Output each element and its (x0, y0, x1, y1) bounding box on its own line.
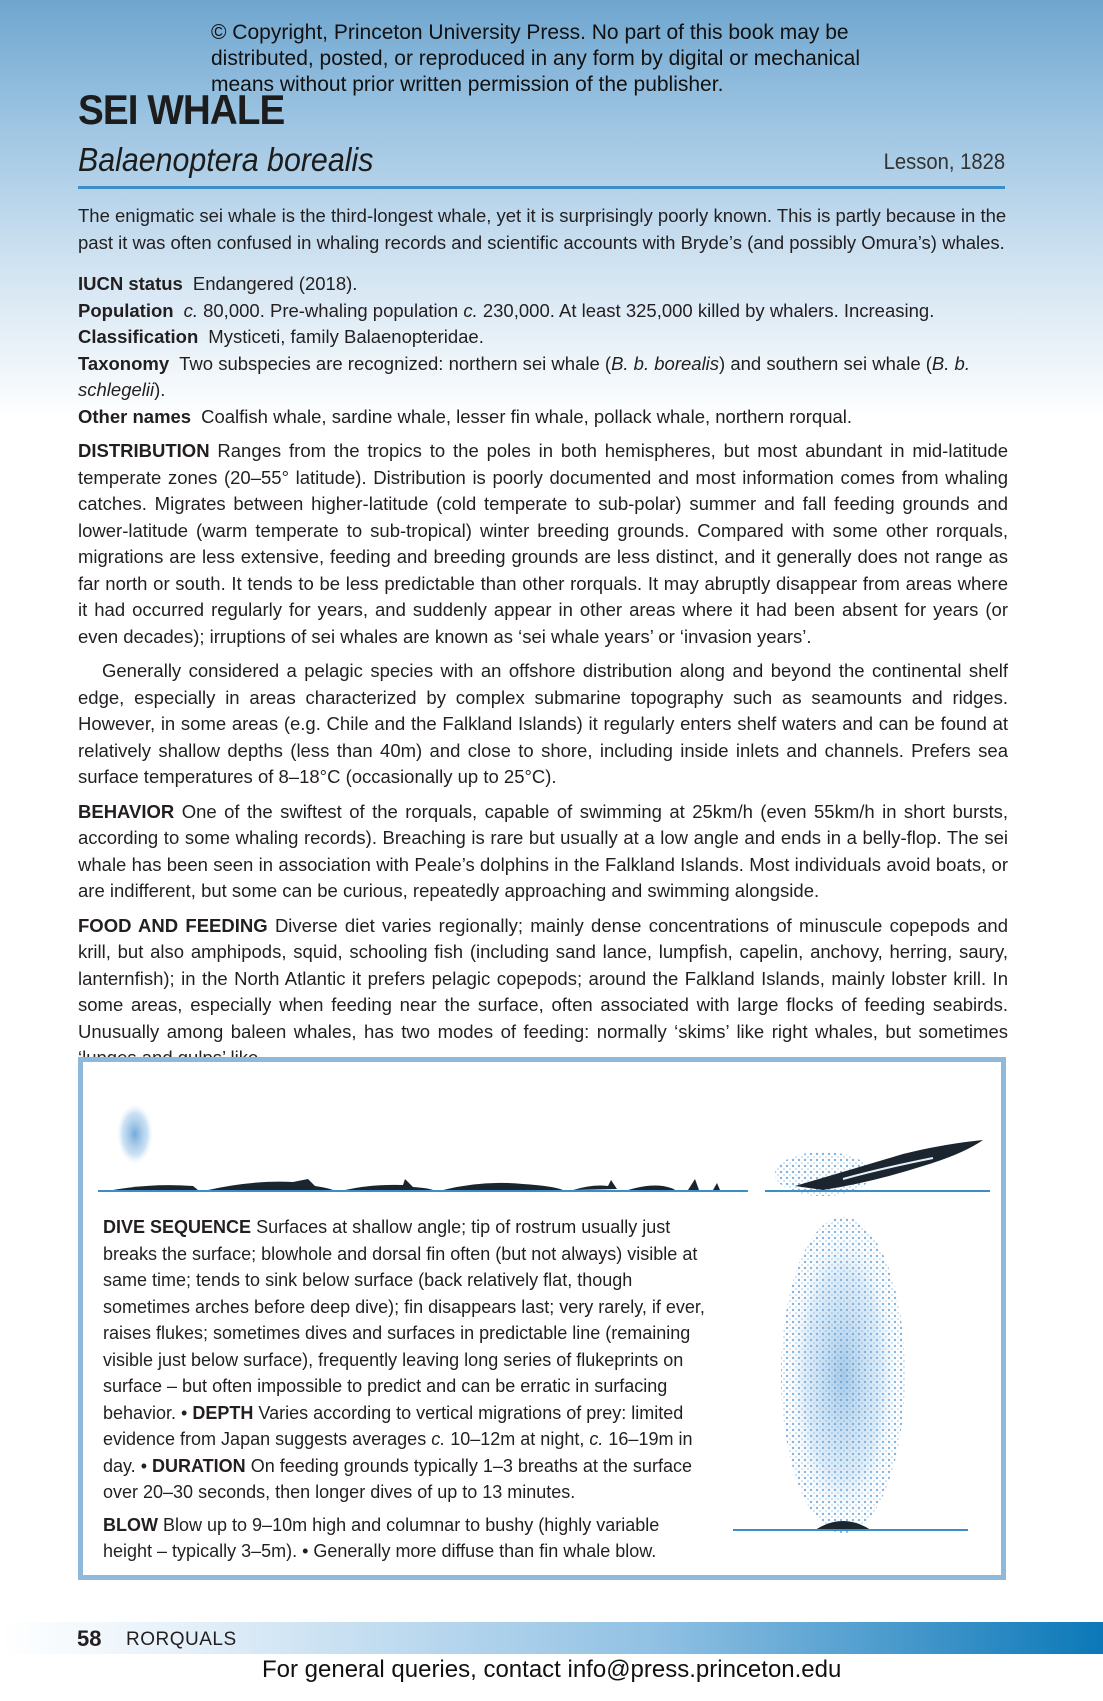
classification-label: Classification (78, 326, 199, 347)
whale-back-icon (208, 1179, 333, 1190)
blow-heading: BLOW (103, 1514, 158, 1535)
other-names-row (78, 404, 1008, 431)
main-body (78, 438, 1008, 1080)
taxonomy-text: ). (154, 379, 166, 400)
distribution-heading: DISTRIBUTION (78, 440, 210, 461)
food-paragraph (78, 913, 1008, 1072)
facts-block (78, 271, 1008, 430)
blow-mist-icon (788, 1227, 898, 1523)
behavior-text: One of the swiftest of the rorquals, capable of swimming at 25km/h (even 55km/h in short bursts, according to some whaling records). Breaching is rare but usually at a low angle and ends in a belly-flop. The sei whale has been seen in association with Peale’s dolphins in the Falkland Islands. Most individuals avoid boats, or are indifferent, but some can be curious, repeatedly approaching and swimming alongside. (78, 800, 1009, 901)
circa-mark: c. (463, 299, 478, 321)
iucn-value: Endangered (2018). (192, 273, 358, 294)
dorsal-fin-icon (688, 1179, 699, 1190)
classification-row (78, 324, 1008, 351)
duration-heading: DURATION (152, 1455, 246, 1476)
behavior-heading: BEHAVIOR (78, 800, 175, 822)
circa-mark: c. (183, 299, 198, 321)
dive-text-block (103, 1214, 713, 1571)
dive-sequence-heading: DIVE SEQUENCE (103, 1217, 252, 1237)
subspecies-name: B. b. borealis (611, 352, 720, 374)
blow-paragraph (103, 1512, 713, 1565)
iucn-label: IUCN status (78, 273, 183, 294)
duration-text: On feeding grounds typically 1–3 breaths at the surface over 20–30 seconds, then longer dives of up to 13 minutes. (103, 1455, 692, 1502)
whale-arch-icon (443, 1183, 563, 1190)
population-text: 80,000. Pre-whaling population (203, 299, 459, 321)
taxonomy-text: Two subspecies are recognized: northern sei whale ( (179, 352, 612, 374)
depth-text: Varies according to vertical migrations of prey: limited evidence from Japan suggests averages (103, 1402, 684, 1449)
subspecies-name: B. b. schlegelii (78, 352, 970, 400)
food-heading: FOOD AND FEEDING (78, 914, 268, 936)
dive-sequence-text: Surfaces at shallow angle; tip of rostrum usually just breaks the surface; blowhole and dorsal fin often (but not always) visible at same time; tends to sink below surface (back relatively flat, though sometimes arches before deep dive); fin disappears last; very rarely, if ever, raises flukes; sometimes dives and surfaces in predictable line (remaining visible just below surface), frequently leaving long series of flukeprints on surface – but often impossible to predict and can be erratic in surfacing behavior. • (103, 1217, 705, 1423)
species-authority: Lesson, 1828 (883, 149, 1005, 174)
taxonomy-text: ) and southern sei whale ( (719, 352, 932, 374)
whale-fin-icon (345, 1179, 433, 1190)
population-row (78, 298, 1008, 325)
contact-line: For general queries, contact info@press.princeton.edu (262, 1656, 842, 1683)
depth-heading: DEPTH (192, 1402, 254, 1423)
intro-paragraph: The enigmatic sei whale is the third-longest whale, yet it is surprisingly poorly known. This is partly because in the past it was often confused in whaling records and scientific accounts with Bryde’s (and possibly Omura’s) whales. (78, 205, 1007, 253)
population-label: Population (78, 299, 174, 321)
fin-disappearing-icon (713, 1183, 720, 1190)
taxonomy-row (78, 351, 1008, 404)
other-names-label: Other names (78, 405, 192, 427)
classification-value: Mysticeti, family Balaenopteridae. (208, 326, 484, 347)
circa-mark: c. (431, 1429, 446, 1449)
iucn-row (78, 271, 1008, 298)
distribution-text: Ranges from the tropics to the poles in both hemispheres, but most abundant in mid-latitude temperate zones (20–55° latitude). Distribution is poorly documented and most information comes from whaling catches. Migrates between higher-latitude (cold temperate to sub-polar) summer and fall feeding grounds and lower-latitude (warm temperate to sub-tropical) winter breeding grounds. Compared with some other rorquals, migrations are less extensive, feeding and breeding grounds are less distinct, and it generally does not range as far north or south. It tends to be less predictable than other rorquals. It may abruptly disappear from areas where it had occurred regularly for years, and suddenly appear in other areas where it had been absent for years (or even decades); irruptions of sei whales are known as ‘sei whale years’ or ‘invasion years’. (78, 440, 1008, 647)
page-title: SEI WHALE (78, 86, 285, 133)
blow-text: Blow up to 9–10m high and columnar to bushy (highly variable height – typically 3–5m). • Generally more diffuse than fin whale blow. (103, 1514, 660, 1561)
circa-mark: c. (589, 1429, 604, 1449)
whale-rostrum-icon (113, 1185, 198, 1190)
whale-dorsal-icon (628, 1186, 675, 1191)
depth-text: 16–19m in day. • (103, 1429, 693, 1476)
title-divider (78, 186, 1005, 189)
distribution-paragraph-2: Generally considered a pelagic species with an offshore distribution along and beyond the continental shelf edge, especially in areas characterized by complex submarine topography such as seamounts and ridges. However, in some areas (e.g. Chile and the Falkland Islands) it regularly enters shelf waters and can be found at relatively shallow depths (less than 40m) and close to shore, including inside inlets and channels. Prefers sea surface temperatures of 8–18°C (occasionally up to 25°C). (78, 660, 1008, 787)
whale-sinking-icon (573, 1180, 617, 1190)
population-text: 230,000. At least 325,000 killed by whalers. Increasing. (482, 299, 935, 321)
scientific-name: Balaenoptera borealis (78, 141, 374, 178)
page-number: 58 (77, 1626, 102, 1651)
chapter-name: RORQUALS (126, 1629, 237, 1650)
copyright-notice: © Copyright, Princeton University Press. No part of this book may be distributed, posted, or reproduced in any form by digital or mechanical means without prior written permission of the publisher. (211, 21, 861, 96)
taxonomy-label: Taxonomy (78, 352, 170, 374)
depth-text: 10–12m at night, (450, 1429, 585, 1449)
dive-sequence-panel (78, 1057, 1006, 1580)
other-names-value: Coalfish whale, sardine whale, lesser fin whale, pollack whale, northern rorqual. (201, 405, 853, 427)
small-blow-icon (117, 1104, 153, 1164)
behavior-paragraph (78, 799, 1008, 905)
distribution-paragraph (78, 438, 1008, 650)
dive-sequence-paragraph (103, 1214, 713, 1506)
food-text: Diverse diet varies regionally; mainly dense concentrations of minuscule copepods and krill, but also amphipods, squid, schooling fish (including sand lance, lumpfish, capelin, anchovy, herring, saury, lanternfish); in the North Atlantic it prefers pelagic copepods; around the Falkland Islands, mainly lobster krill. In some areas, especially when feeding near the surface, often associated with large flocks of feeding seabirds. Unusually among baleen whales, has two modes of feeding: normally ‘skims’ like right whales, but sometimes (78, 914, 1009, 1042)
